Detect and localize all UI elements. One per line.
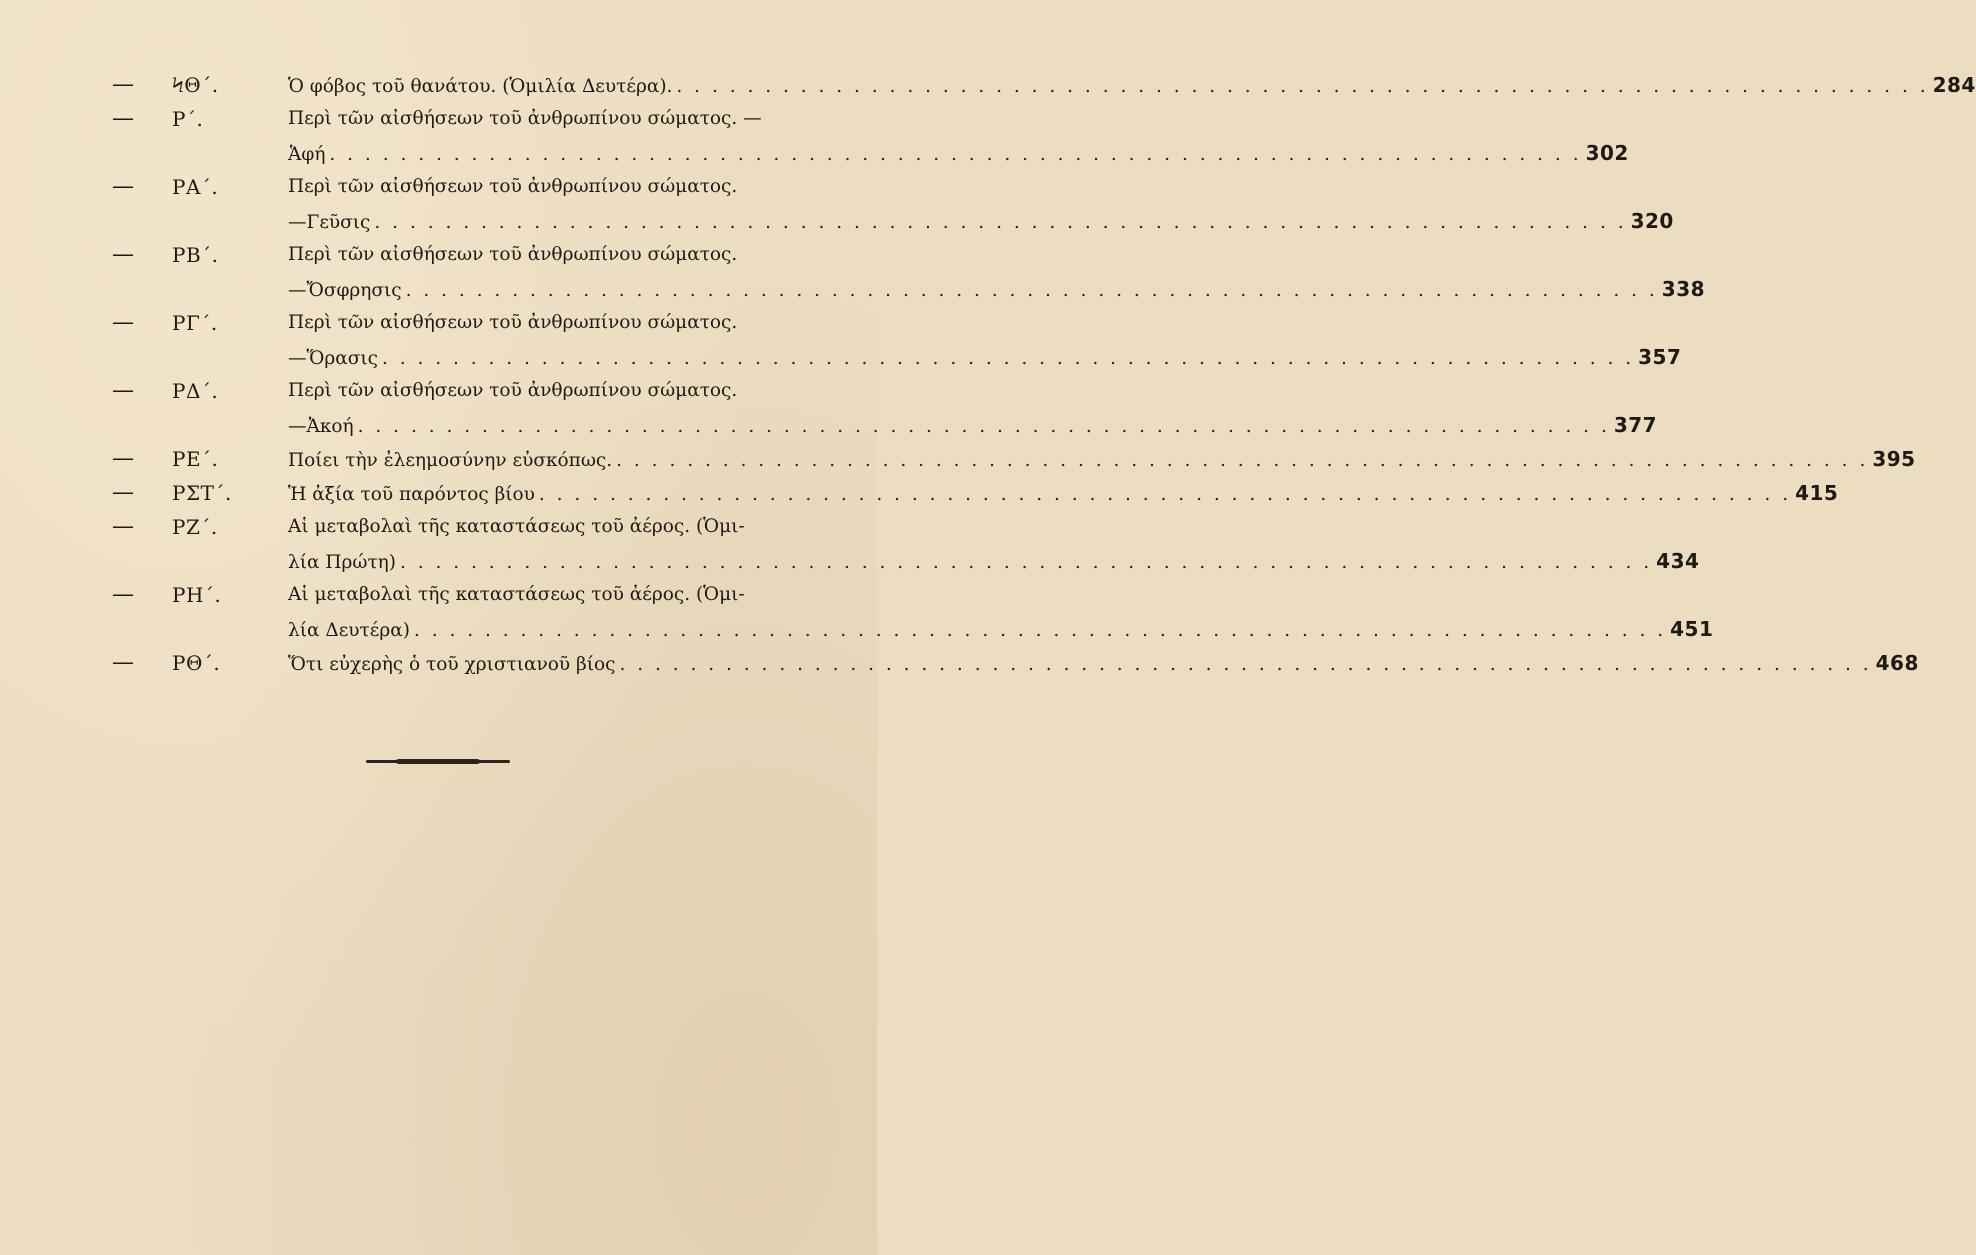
entry-title-continued: —Γεῦσις <box>288 212 371 233</box>
entry-title: Ἡ ἀξία τοῦ παρόντος βίου <box>288 484 535 505</box>
end-ornament-rule <box>366 760 510 763</box>
page-number: 302 <box>1585 141 1629 165</box>
toc-entry <box>112 306 1682 374</box>
page-number: 320 <box>1630 209 1674 233</box>
chapter-numeral: ΡΖ΄. <box>172 515 218 539</box>
entry-title-continued: Ἁφή <box>288 144 326 165</box>
entry-title-continued: λία Πρώτη) <box>288 552 396 573</box>
chapter-numeral: ΡΒ΄. <box>172 243 219 267</box>
chapter-numeral: ϞΘ΄. <box>172 73 219 97</box>
entry-title: Περὶ τῶν αἰσθήσεων τοῦ ἀνθρωπίνου σώματος. <box>288 176 738 197</box>
toc-entry <box>112 578 1714 646</box>
toc-entry <box>112 68 1976 102</box>
dot-leader <box>400 546 1652 580</box>
entry-title-continued: —Ὄσφρησις <box>288 280 402 301</box>
toc-entry <box>112 442 1916 476</box>
table-of-contents <box>112 68 1976 680</box>
dot-leader <box>616 444 1868 478</box>
entry-title: Περὶ τῶν αἰσθήσεων τοῦ ἀνθρωπίνου σώματος. <box>288 380 738 401</box>
page-number: 415 <box>1795 481 1839 505</box>
entry-title: Ὅτι εὐχερὴς ὁ τοῦ χριστιανοῦ βίος <box>288 654 616 675</box>
entry-dash: — <box>112 650 134 675</box>
entry-title: Περὶ τῶν αἰσθήσεων τοῦ ἀνθρωπίνου σώματος. <box>288 244 738 265</box>
chapter-numeral: ΡΑ΄. <box>172 175 219 199</box>
chapter-numeral: ΡΕ΄. <box>172 447 219 471</box>
entry-dash: — <box>112 106 134 131</box>
page-number: 468 <box>1875 651 1919 675</box>
dot-leader <box>619 648 1871 682</box>
entry-dash: — <box>112 310 134 335</box>
toc-entry <box>112 238 1706 306</box>
toc-entry <box>112 102 1629 170</box>
dot-leader <box>374 206 1626 240</box>
chapter-numeral: ΡΣΤ΄. <box>172 481 232 505</box>
entry-title-continued: —Ὅρασις <box>288 348 378 369</box>
entry-title: Αἱ μεταβολαὶ τῆς καταστάσεως τοῦ ἀέρος. (Ὁμι- <box>288 516 745 537</box>
toc-entry <box>112 170 1674 238</box>
chapter-numeral: ΡΘ΄. <box>172 651 221 675</box>
entry-title: Ὁ φόβος τοῦ θανάτου. (Ὁμιλία Δευτέρα). <box>288 76 673 97</box>
toc-entry <box>112 646 1919 680</box>
entry-dash: — <box>112 514 134 539</box>
dot-leader <box>406 274 1658 308</box>
entry-title: Περὶ τῶν αἰσθήσεων τοῦ ἀνθρωπίνου σώματος. <box>288 312 738 333</box>
chapter-numeral: Ρ΄. <box>172 107 204 131</box>
dot-leader <box>382 342 1634 376</box>
entry-dash: — <box>112 582 134 607</box>
entry-dash: — <box>112 378 134 403</box>
page-number: 377 <box>1613 413 1658 437</box>
toc-entry <box>112 374 1658 442</box>
entry-dash: — <box>112 242 134 267</box>
entry-title: Περὶ τῶν αἰσθήσεων τοῦ ἀνθρωπίνου σώματος. — <box>288 108 762 129</box>
entry-dash: — <box>112 72 134 97</box>
chapter-numeral: ΡΔ΄. <box>172 379 219 403</box>
dot-leader <box>329 138 1581 172</box>
page-number: 357 <box>1638 345 1682 369</box>
entry-title: Ποίει τὴν ἐλεημοσύνην εὐσκόπως. <box>288 450 613 471</box>
entry-dash: — <box>112 480 134 505</box>
page-number: 284 <box>1932 73 1976 97</box>
chapter-numeral: ΡΗ΄. <box>172 583 222 607</box>
entry-dash: — <box>112 446 134 471</box>
entry-title-continued: —Ἀκοή <box>288 416 354 437</box>
page-number: 451 <box>1670 617 1714 641</box>
dot-leader <box>539 478 1791 512</box>
toc-entry <box>112 476 1839 510</box>
page-number: 395 <box>1872 447 1916 471</box>
page-number: 434 <box>1656 549 1700 573</box>
dot-leader <box>358 410 1610 444</box>
page-number: 338 <box>1661 277 1706 301</box>
entry-title: Αἱ μεταβολαὶ τῆς καταστάσεως τοῦ ἀέρος. (Ὁμι- <box>288 584 745 605</box>
dot-leader <box>676 70 1928 104</box>
dot-leader <box>414 614 1666 648</box>
toc-entry <box>112 510 1700 578</box>
entry-dash: — <box>112 174 134 199</box>
chapter-numeral: ΡΓ΄. <box>172 311 218 335</box>
entry-title-continued: λία Δευτέρα) <box>288 620 410 641</box>
